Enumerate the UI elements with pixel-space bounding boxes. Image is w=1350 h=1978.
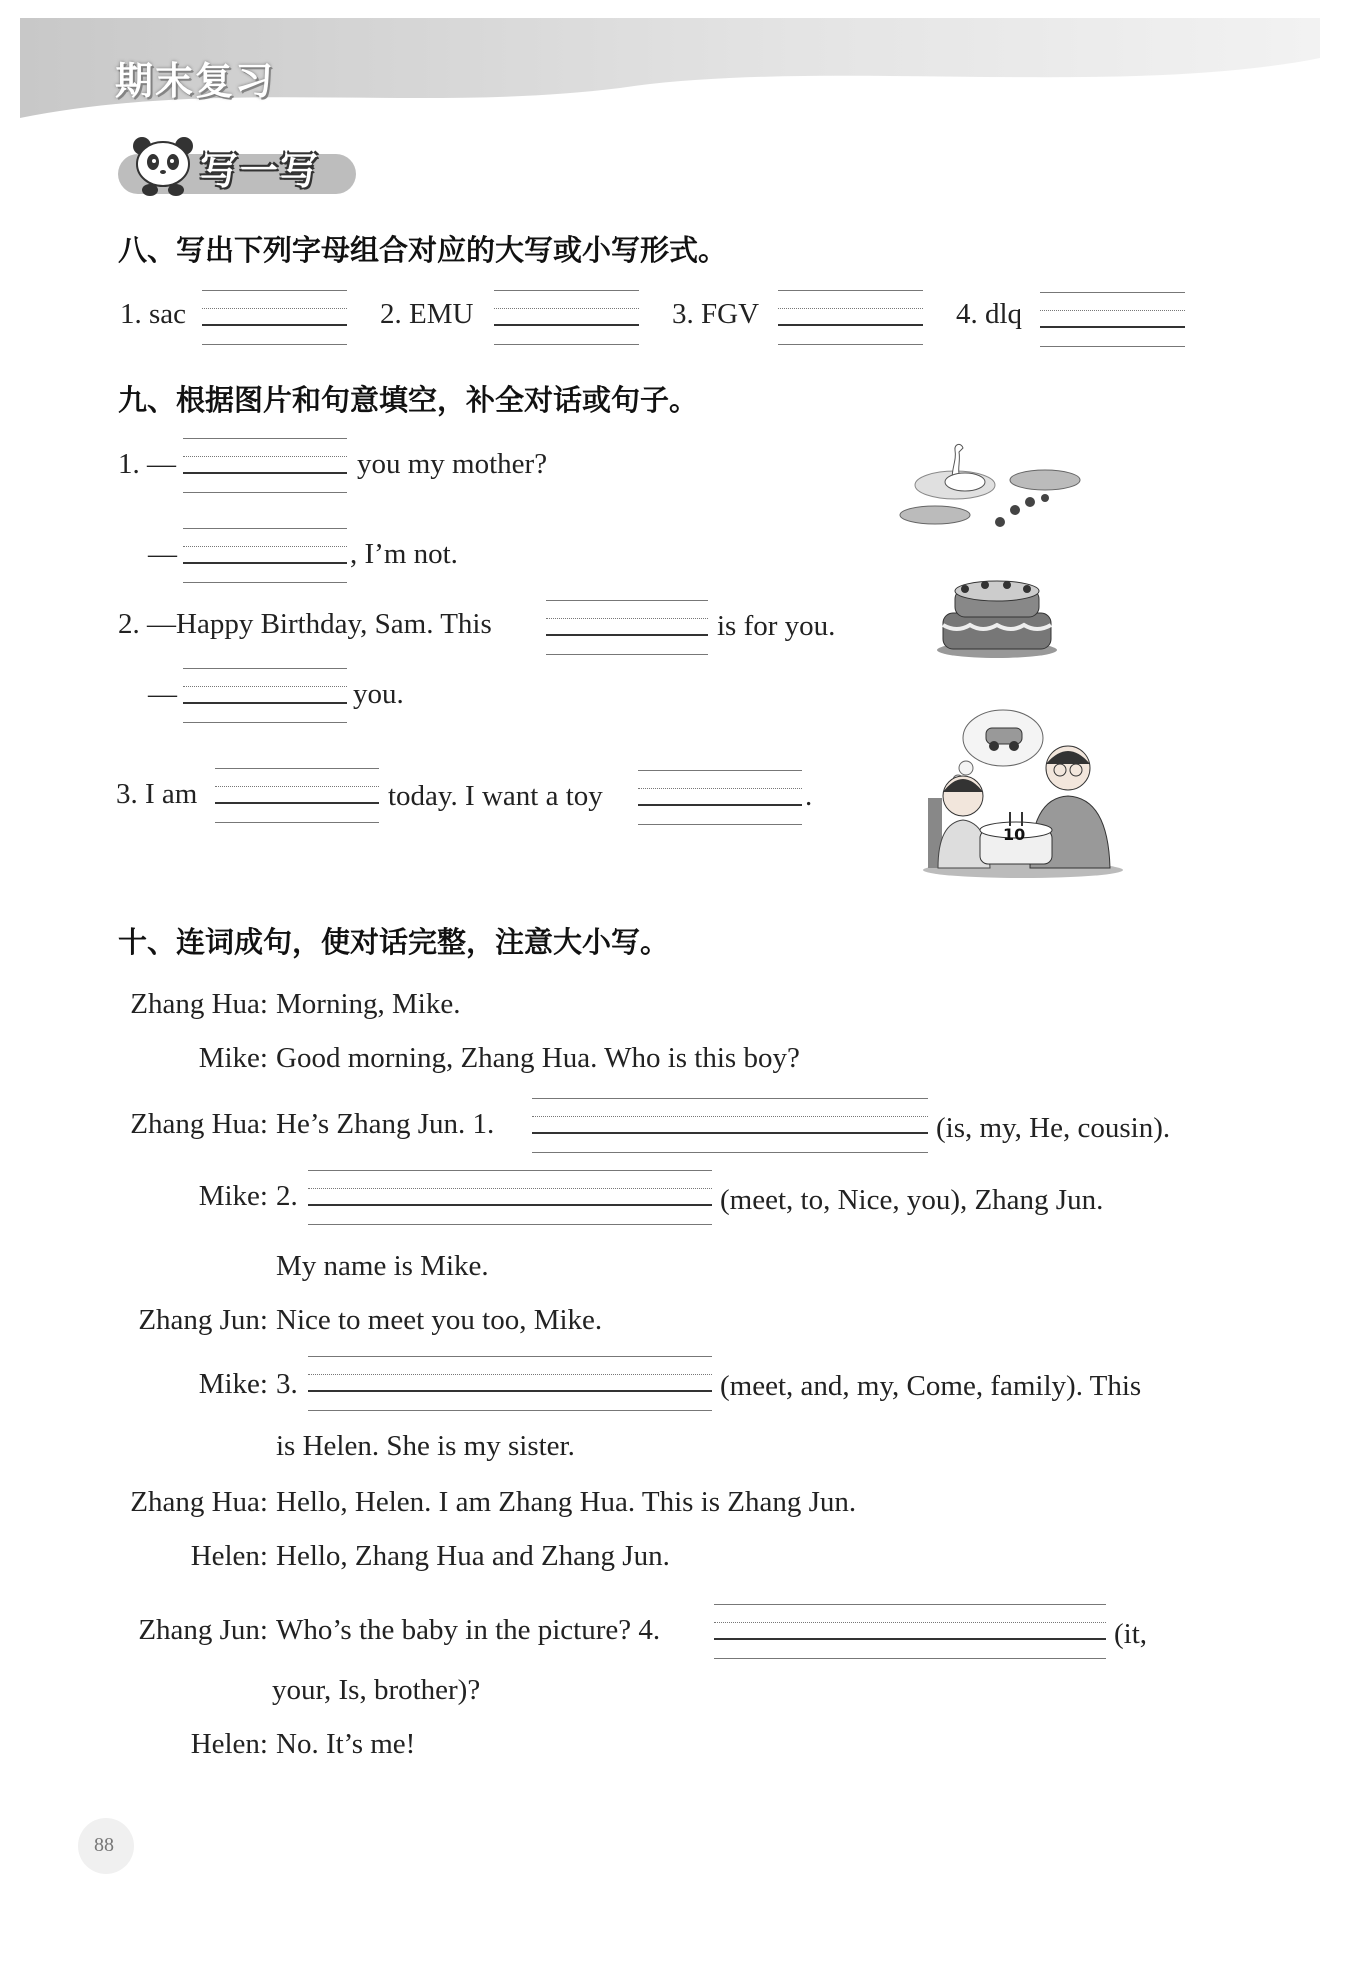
item-1: 1. sac xyxy=(120,298,187,330)
q1b-prefix: — xyxy=(148,538,177,570)
line-6: Nice to meet you too, Mike. xyxy=(276,1304,603,1336)
line-8: is Helen. She is my sister. xyxy=(276,1430,575,1462)
answer-blank-8-3[interactable] xyxy=(778,290,923,350)
q1b-rest: , I’m not. xyxy=(350,538,458,570)
answer-blank-9-1a[interactable] xyxy=(183,438,347,498)
line-1: Morning, Mike. xyxy=(276,988,461,1020)
answer-blank-9-3a[interactable] xyxy=(215,768,379,828)
hint-1: (is, my, He, cousin). xyxy=(936,1112,1171,1144)
hint-3: (meet, and, my, Come, family). This xyxy=(720,1370,1142,1402)
banner-title: 期末复习 xyxy=(115,59,276,103)
cake-image xyxy=(935,575,1060,660)
line-2: Good morning, Zhang Hua. Who is this boy? xyxy=(276,1042,800,1074)
answer-blank-9-3b[interactable] xyxy=(638,770,802,830)
q2-prefix: 2. —Happy Birthday, Sam. This xyxy=(118,608,492,640)
line-12: your, Is, brother)? xyxy=(272,1674,481,1706)
item-2: 2. EMU xyxy=(380,298,474,330)
q2b-prefix: — xyxy=(148,678,177,710)
line-4: 2. xyxy=(276,1180,298,1212)
q3-mid: today. I want a toy xyxy=(388,780,603,812)
q1-rest: you my mother? xyxy=(357,448,548,480)
q3-end: . xyxy=(805,780,813,812)
answer-blank-10-2[interactable] xyxy=(308,1170,712,1230)
badge-label: 写一写 xyxy=(200,149,321,193)
item-3: 3. FGV xyxy=(672,298,760,330)
section8-title: 八、写出下列字母组合对应的大写或小写形式。 xyxy=(118,233,728,267)
speaker-6: Zhang Jun: xyxy=(138,1304,268,1336)
cake-number: 10 xyxy=(1003,825,1026,844)
line-13: No. It’s me! xyxy=(276,1728,416,1760)
line-5: My name is Mike. xyxy=(276,1250,489,1282)
swan-tadpole-image xyxy=(895,440,1085,535)
speaker-10: Helen: xyxy=(190,1540,268,1572)
q1-prefix: 1. — xyxy=(118,448,176,480)
answer-blank-8-4[interactable] xyxy=(1040,292,1185,352)
hint-4: (it, xyxy=(1114,1618,1148,1650)
item-4: 4. dlq xyxy=(956,298,1023,330)
line-11: Who’s the baby in the picture? 4. xyxy=(276,1614,661,1646)
answer-blank-10-4[interactable] xyxy=(714,1604,1106,1664)
line-3: He’s Zhang Jun. 1. xyxy=(276,1108,495,1140)
q2b-rest: you. xyxy=(353,678,404,710)
hint-2: (meet, to, Nice, you), Zhang Jun. xyxy=(720,1184,1104,1216)
answer-blank-8-1[interactable] xyxy=(202,290,347,350)
speaker-1: Zhang Hua: xyxy=(130,988,268,1020)
speaker-2: Mike: xyxy=(198,1042,268,1074)
answer-blank-8-2[interactable] xyxy=(494,290,639,350)
answer-blank-10-3[interactable] xyxy=(308,1356,712,1416)
section9-title: 九、根据图片和句意填空，补全对话或句子。 xyxy=(118,383,699,417)
q2-rest: is for you. xyxy=(717,610,836,642)
line-9: Hello, Helen. I am Zhang Hua. This is Zhang Jun. xyxy=(276,1486,857,1518)
page-number: 88 xyxy=(94,1834,114,1856)
speaker-9: Zhang Hua: xyxy=(130,1486,268,1518)
birthday-boy-image xyxy=(918,688,1128,880)
q3-prefix: 3. I am xyxy=(116,778,198,810)
line-7: 3. xyxy=(276,1368,298,1400)
answer-blank-9-2a[interactable] xyxy=(546,600,708,660)
line-10: Hello, Zhang Hua and Zhang Jun. xyxy=(276,1540,670,1572)
answer-blank-9-1b[interactable] xyxy=(183,528,347,588)
speaker-7: Mike: xyxy=(198,1368,268,1400)
speaker-13: Helen: xyxy=(190,1728,268,1760)
answer-blank-9-2b[interactable] xyxy=(183,668,347,728)
speaker-4: Mike: xyxy=(198,1180,268,1212)
answer-blank-10-1[interactable] xyxy=(532,1098,928,1158)
speaker-3: Zhang Hua: xyxy=(130,1108,268,1140)
speaker-11: Zhang Jun: xyxy=(138,1614,268,1646)
panda-icon xyxy=(128,134,198,198)
section10-title: 十、连词成句，使对话完整，注意大小写。 xyxy=(118,925,670,959)
